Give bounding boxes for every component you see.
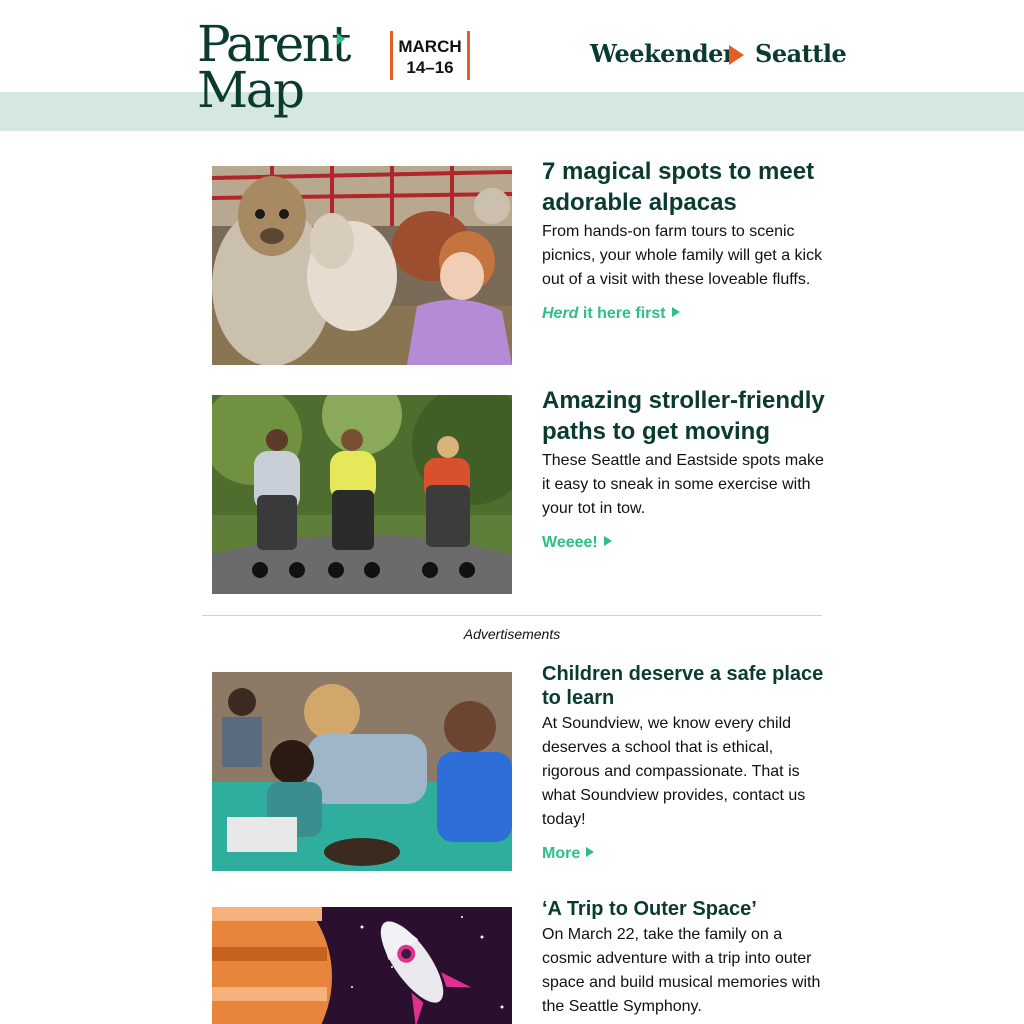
ad-title[interactable]: ‘A Trip to Outer Space’: [542, 898, 757, 920]
article-stroller-paths: [212, 387, 825, 595]
article-title[interactable]: 7 magical spots to meet adorable alpacas: [542, 158, 815, 216]
ad-description: On March 22, take the family on a cosmic adventure with a trip into outer space and build musical memories with the Seattle Symphony.: [542, 926, 821, 1015]
cta-emphasis: Herd: [542, 305, 579, 322]
ad-description: At Soundview, we know every child deserves a school that is ethical, rigorous and compassionate. That is what Soundview provides, contact us today!: [542, 715, 806, 828]
issue-date: [390, 31, 470, 80]
edition-name: Weekender: [590, 39, 736, 68]
alpaca-photo[interactable]: [212, 166, 512, 365]
ad-title[interactable]: Children deserve a safe place to learn: [542, 663, 824, 709]
article-description: From hands-on farm tours to scenic picnics, your whole family will get a kick out of a visit with these loveable fluffs.: [542, 223, 823, 288]
logo-play-icon: [337, 33, 345, 45]
edition-title: [590, 37, 847, 73]
header-band: [0, 92, 1024, 131]
parentmap-logo[interactable]: [197, 14, 357, 124]
article-alpacas-body: [542, 156, 827, 325]
article-title[interactable]: Amazing stroller-friendly paths to get moving: [542, 387, 825, 445]
article-stroller-body: [542, 385, 827, 554]
ad-outer-space-body: [542, 897, 827, 1019]
play-arrow-icon: [604, 536, 612, 546]
issue-month: MARCH: [398, 37, 462, 56]
logo-line-2: Map: [197, 61, 303, 119]
edition-city: Seattle: [755, 39, 847, 68]
section-divider: [202, 615, 822, 616]
ad-soundview-body: [542, 662, 827, 865]
stroller-photo[interactable]: [212, 395, 512, 594]
ad-outer-space: [212, 898, 824, 1024]
advertisements-label: Advertisements: [463, 626, 561, 642]
play-arrow-icon: [586, 847, 594, 857]
cta-text: it here first: [578, 305, 666, 322]
article-alpacas: [212, 158, 824, 366]
cta-text: Weeee!: [542, 534, 598, 551]
edition-arrow-icon: [729, 45, 744, 65]
issue-days: 14–16: [406, 58, 454, 77]
outer-space-illustration[interactable]: [212, 907, 512, 1024]
play-arrow-icon: [672, 307, 680, 317]
herd-it-here-first-link[interactable]: [542, 303, 680, 325]
logo-line-1: Parent: [197, 15, 349, 73]
cta-text: More: [542, 845, 581, 862]
weeee-link[interactable]: [542, 532, 612, 554]
more-link[interactable]: [542, 843, 594, 865]
article-description: These Seattle and Eastside spots make it easy to sneak in some exercise with your tot in tow.: [542, 452, 824, 517]
classroom-photo[interactable]: [212, 672, 512, 871]
ad-soundview: [212, 663, 824, 872]
